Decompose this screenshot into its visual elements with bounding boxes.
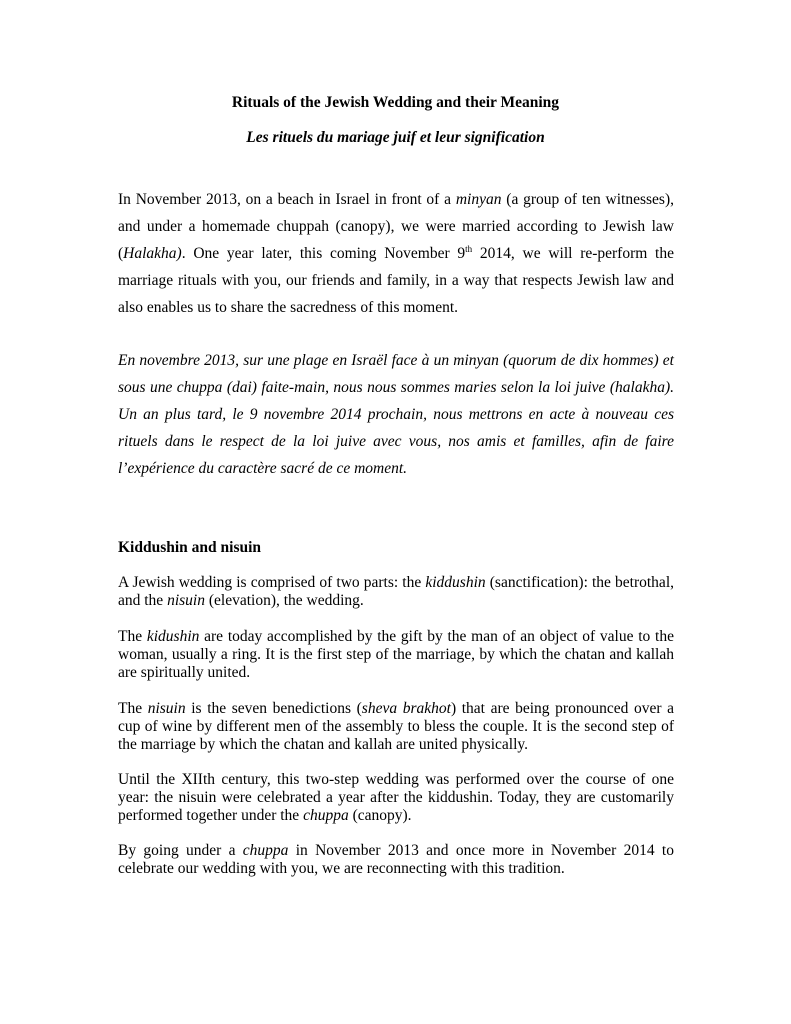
history-text-a: Until the XIIth century, this two-step wedding was performed over the course of one year: the nisuin were celebrated a year after the kiddushin. Today, they are customarily performed together under the (118, 771, 674, 824)
kidushin-text-b: are today accomplished by the gift by the man of an object of value to the woman, usually a ring. It is the first step of the marriage, by which the chatan and kallah are spiritually united. (118, 628, 674, 681)
paragraph-nisuin (118, 700, 674, 754)
title-english: Rituals of the Jewish Wedding and their Meaning (231, 94, 560, 111)
closing-chuppa: chuppa (242, 842, 289, 859)
intro-en-halakha: Halakha) (123, 245, 182, 262)
paragraph-closing (118, 842, 674, 878)
paragraph-history (118, 771, 674, 825)
history-chuppa: chuppa (303, 807, 349, 824)
intro-en-text-a: In November 2013, on a beach in Israel in front of a (118, 191, 456, 208)
nisuin-text-c: ) that are being pronounced over a cup of wine by different men of the assembly to bless the couple. It is the second step of the marriage by which the chatan and kallah are united physically. (118, 700, 674, 753)
parts-text-c: (elevation), the wedding. (204, 592, 364, 609)
intro-en-text-c: . One year later, this coming November 9 (181, 245, 466, 262)
closing-text-b: in November 2013 and once more in November 2014 to celebrate our wedding with you, we are reconnecting with this tradition. (118, 842, 674, 877)
kidushin-term: kidushin (146, 628, 200, 645)
intro-en-text-b: (a group of ten witnesses), and under a homemade chuppah (canopy), we were married according to Jewish law ( (118, 191, 675, 262)
paragraph-kidushin (118, 628, 674, 682)
section-heading: Kiddushin and nisuin (118, 539, 262, 556)
intro-en-text-d: 2014, we will re-perform the marriage rituals with you, our friends and family, in a way that respects Jewish law and also enables us to share the sacredness of this moment. (118, 245, 674, 316)
parts-kiddushin: kiddushin (425, 574, 486, 591)
nisuin-term: nisuin (147, 700, 186, 717)
kidushin-text-a: The (118, 628, 147, 645)
title-french: Les rituels du mariage juif et leur signification (246, 129, 545, 146)
intro-en-minyan: minyan (455, 191, 502, 208)
intro-paragraph-french: En novembre 2013, sur une plage en Israël face à un minyan (quorum de dix hommes) et sous une chuppa (dai) faite-main, nous nous sommes maries selon la loi juive (halakha). Un an plus tard, le 9 novembre 2014 prochain, nous mettrons en acte à nouveau ces rituels dans le respect de la loi juive avec vous, nos amis et familles, afin de faire l’expérience du caractère sacré de ce moment. (118, 352, 674, 477)
parts-nisuin: nisuin (167, 592, 205, 609)
parts-text-b: (sanctification): the betrothal, and the (118, 574, 674, 609)
parts-text-a: A Jewish wedding is comprised of two parts: the (118, 574, 426, 591)
intro-paragraph-english (118, 186, 674, 321)
closing-text-a: By going under a (118, 842, 243, 859)
nisuin-sheva-brakhot: sheva brakhot (361, 700, 451, 717)
nisuin-text-a: The (118, 700, 148, 717)
paragraph-two-parts (118, 574, 674, 610)
history-text-b: (canopy). (348, 807, 412, 824)
intro-en-superscript: th (465, 243, 473, 254)
nisuin-text-b: is the seven benedictions ( (185, 700, 362, 717)
